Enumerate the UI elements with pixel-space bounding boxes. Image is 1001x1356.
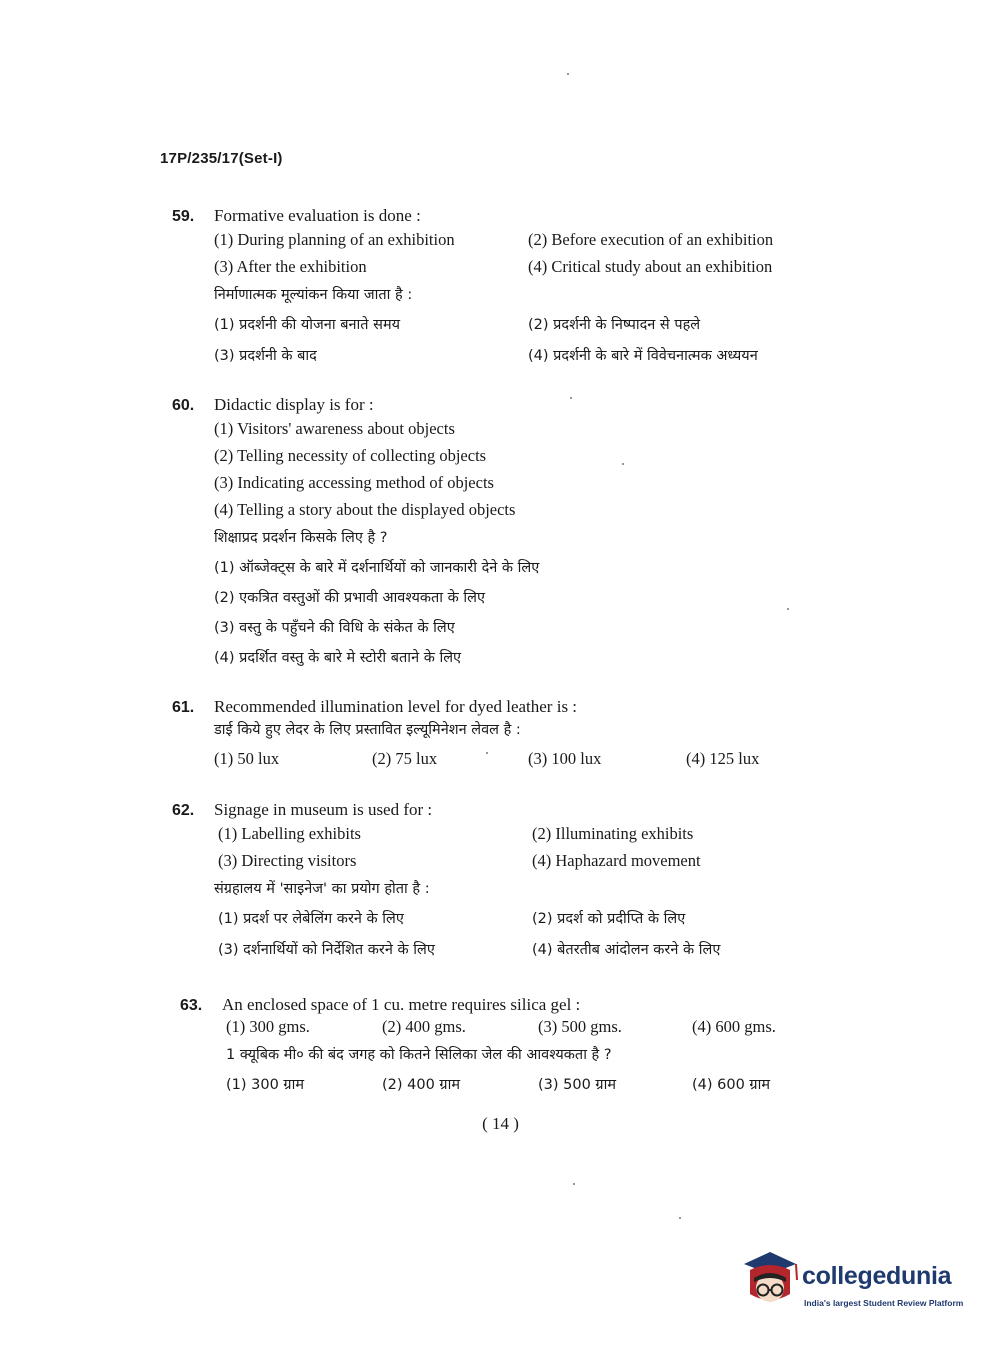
brand-tagline: India's largest Student Review Platform bbox=[804, 1298, 964, 1308]
paper-code: 17P/235/17(Set-I) bbox=[160, 150, 283, 167]
question-text: Recommended illumination level for dyed leather is : bbox=[214, 697, 578, 716]
option-2: (2) Before execution of an exhibition bbox=[528, 230, 774, 249]
collegedunia-logo-icon bbox=[740, 1250, 800, 1312]
question-text-hindi: 1 क्यूबिक मी० की बंद जगह को कितने सिलिका जेल की आवश्यकता है ? bbox=[226, 1047, 612, 1063]
question-59 bbox=[172, 206, 852, 372]
option-1: (1) Labelling exhibits bbox=[218, 824, 361, 843]
hindi-option-4: (4) बेतरतीब आंदोलन करने के लिए bbox=[532, 942, 721, 958]
question-61 bbox=[172, 697, 852, 776]
question-text: An enclosed space of 1 cu. metre requires silica gel : bbox=[222, 995, 581, 1014]
option-3: (3) Directing visitors bbox=[218, 851, 357, 870]
hindi-option-4: (4) 600 ग्राम bbox=[692, 1077, 771, 1093]
hindi-option-1: (1) 300 ग्राम bbox=[226, 1077, 305, 1093]
option-4: (4) Critical study about an exhibition bbox=[528, 257, 773, 276]
option-3: (3) 100 lux bbox=[528, 749, 602, 768]
hindi-option-1: (1) ऑब्जेक्ट्स के बारे में दर्शनार्थियों को जानकारी देने के लिए bbox=[214, 560, 540, 576]
option-1: (1) 50 lux bbox=[214, 749, 280, 768]
option-3: (3) After the exhibition bbox=[214, 257, 367, 276]
question-number: 60. bbox=[172, 397, 195, 414]
option-4: (4) Telling a story about the displayed objects bbox=[214, 500, 516, 519]
hindi-option-3: (3) वस्तु के पहुँचने की विधि के संकेत के लिए bbox=[214, 620, 455, 636]
hindi-option-3: (3) 500 ग्राम bbox=[538, 1077, 617, 1093]
brand-name: collegedunia bbox=[802, 1262, 952, 1290]
hindi-option-1: (1) प्रदर्शनी की योजना बनाते समय bbox=[214, 317, 401, 333]
question-number: 63. bbox=[180, 997, 203, 1014]
question-number: 62. bbox=[172, 802, 195, 819]
option-1: (1) During planning of an exhibition bbox=[214, 230, 455, 249]
question-text: Formative evaluation is done : bbox=[214, 206, 421, 225]
hindi-option-2: (2) प्रदर्शनी के निष्पादन से पहले bbox=[528, 317, 701, 333]
hindi-option-1: (1) प्रदर्श पर लेबेलिंग करने के लिए bbox=[218, 911, 404, 927]
collegedunia-watermark bbox=[740, 1250, 980, 1320]
question-number: 59. bbox=[172, 208, 195, 225]
hindi-option-3: (3) प्रदर्शनी के बाद bbox=[214, 348, 317, 364]
option-2: (2) 75 lux bbox=[372, 749, 438, 768]
option-2: (2) Illuminating exhibits bbox=[532, 824, 694, 843]
option-4: (4) 600 gms. bbox=[692, 1017, 776, 1036]
hindi-option-3: (3) दर्शनार्थियों को निर्देशित करने के लिए bbox=[218, 942, 435, 958]
hindi-option-2: (2) 400 ग्राम bbox=[382, 1077, 461, 1093]
question-text: Signage in museum is used for : bbox=[214, 800, 433, 819]
question-number: 61. bbox=[172, 699, 195, 716]
question-text-hindi: संग्रहालय में 'साइनेज' का प्रयोग होता है : bbox=[214, 881, 430, 897]
option-4: (4) Haphazard movement bbox=[532, 851, 701, 870]
page-number: ( 14 ) bbox=[482, 1114, 519, 1133]
option-1: (1) Visitors' awareness about objects bbox=[214, 419, 455, 438]
option-3: (3) Indicating accessing method of objects bbox=[214, 473, 494, 492]
hindi-option-4: (4) प्रदर्शित वस्तु के बारे मे स्टोरी बताने के लिए bbox=[214, 650, 462, 666]
hindi-option-4: (4) प्रदर्शनी के बारे में विवेचनात्मक अध्ययन bbox=[528, 348, 758, 364]
hindi-option-2: (2) प्रदर्श को प्रदीप्ति के लिए bbox=[532, 911, 686, 927]
question-text: Didactic display is for : bbox=[214, 395, 374, 414]
question-63 bbox=[180, 995, 860, 1101]
option-2: (2) Telling necessity of collecting objects bbox=[214, 446, 487, 465]
question-60 bbox=[172, 395, 852, 677]
option-1: (1) 300 gms. bbox=[226, 1017, 310, 1036]
hindi-option-2: (2) एकत्रित वस्तुओं की प्रभावी आवश्यकता के लिए bbox=[214, 590, 486, 606]
option-3: (3) 500 gms. bbox=[538, 1017, 622, 1036]
question-text-hindi: डाई किये हुए लेदर के लिए प्रस्तावित इल्यूमिनेशन लेवल है : bbox=[214, 722, 521, 738]
option-2: (2) 400 gms. bbox=[382, 1017, 466, 1036]
question-62 bbox=[172, 800, 852, 966]
question-text-hindi: निर्माणात्मक मूल्यांकन किया जाता है : bbox=[214, 287, 413, 303]
option-4: (4) 125 lux bbox=[686, 749, 760, 768]
question-text-hindi: शिक्षाप्रद प्रदर्शन किसके लिए है ? bbox=[214, 530, 388, 546]
